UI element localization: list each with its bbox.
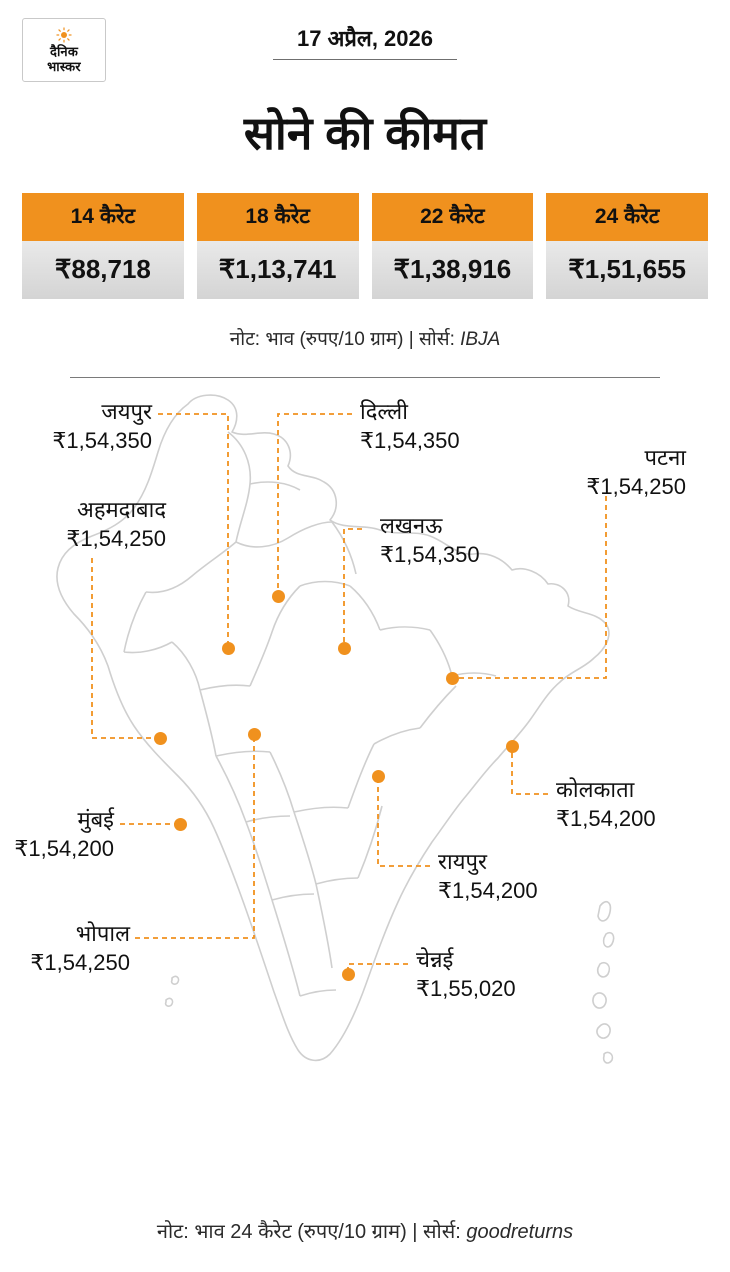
note-bottom-label: नोट: भाव 24 कैरेट (रुपए/10 ग्राम) | सोर्स: (156, 1221, 461, 1243)
city-price: ₹1,54,250 (586, 473, 686, 499)
city-price: ₹1,54,250 (66, 525, 166, 551)
city-price: ₹1,54,350 (360, 427, 460, 453)
date-text: 17 अप्रैल, 2026 (273, 26, 457, 60)
map-label-ahmedabad (0, 496, 166, 553)
note-top-source: IBJA (460, 329, 501, 351)
map-label-kolkata (556, 776, 656, 833)
city-price: ₹1,55,020 (416, 975, 516, 1001)
city-name: दिल्ली (360, 399, 408, 425)
map-label-jaipur (0, 398, 152, 455)
map-label-chennai (416, 946, 516, 1003)
note-top (0, 325, 730, 351)
karat-value-22: ₹1,38,916 (372, 241, 534, 300)
city-name: अहमदाबाद (77, 497, 166, 523)
note-top-label: नोट: भाव (रुपए/10 ग्राम) | सोर्स: (229, 329, 455, 351)
note-bottom-source: goodreturns (466, 1221, 574, 1243)
karat-header-22: 22 कैरेट (372, 193, 534, 241)
note-bottom (0, 1217, 730, 1244)
karat-value-18: ₹1,13,741 (197, 241, 359, 300)
city-name: मुंबई (77, 807, 114, 833)
karat-column-14 (22, 193, 184, 300)
map-label-delhi (360, 398, 460, 455)
map-label-lucknow (380, 512, 480, 569)
section-divider (70, 377, 660, 378)
map-label-mumbai (0, 806, 114, 863)
brand-logo-line1: दैनिक (49, 43, 79, 59)
map-label-patna (460, 444, 686, 501)
city-name: कोलकाता (556, 777, 635, 803)
map-label-bhopal (0, 920, 130, 977)
karat-value-14: ₹88,718 (22, 241, 184, 300)
city-name: पटना (644, 445, 686, 471)
karat-value-24: ₹1,51,655 (546, 241, 708, 300)
city-name: चेन्नई (416, 947, 454, 973)
city-price: ₹1,54,200 (438, 877, 538, 903)
india-map-chart (0, 386, 730, 1106)
karat-header-24: 24 कैरेट (546, 193, 708, 241)
city-name: लखनऊ (380, 513, 443, 539)
page-title: सोने की कीमत (243, 107, 487, 159)
city-price: ₹1,54,350 (52, 427, 152, 453)
header (0, 0, 730, 95)
map-label-raipur (438, 848, 538, 905)
city-price: ₹1,54,200 (14, 835, 114, 861)
karat-column-22 (372, 193, 534, 300)
karat-column-24 (546, 193, 708, 300)
karat-header-18: 18 कैरेट (197, 193, 359, 241)
city-price: ₹1,54,250 (30, 949, 130, 975)
karat-column-18 (197, 193, 359, 300)
karat-header-14: 14 कैरेट (22, 193, 184, 241)
date-container (0, 26, 730, 60)
city-name: रायपुर (438, 849, 487, 875)
city-name: जयपुर (101, 399, 152, 425)
brand-logo-line2: भास्कर (47, 58, 81, 74)
city-price: ₹1,54,350 (380, 541, 480, 567)
city-name: भोपाल (75, 921, 130, 947)
karat-price-table (0, 193, 730, 300)
city-price: ₹1,54,200 (556, 805, 656, 831)
